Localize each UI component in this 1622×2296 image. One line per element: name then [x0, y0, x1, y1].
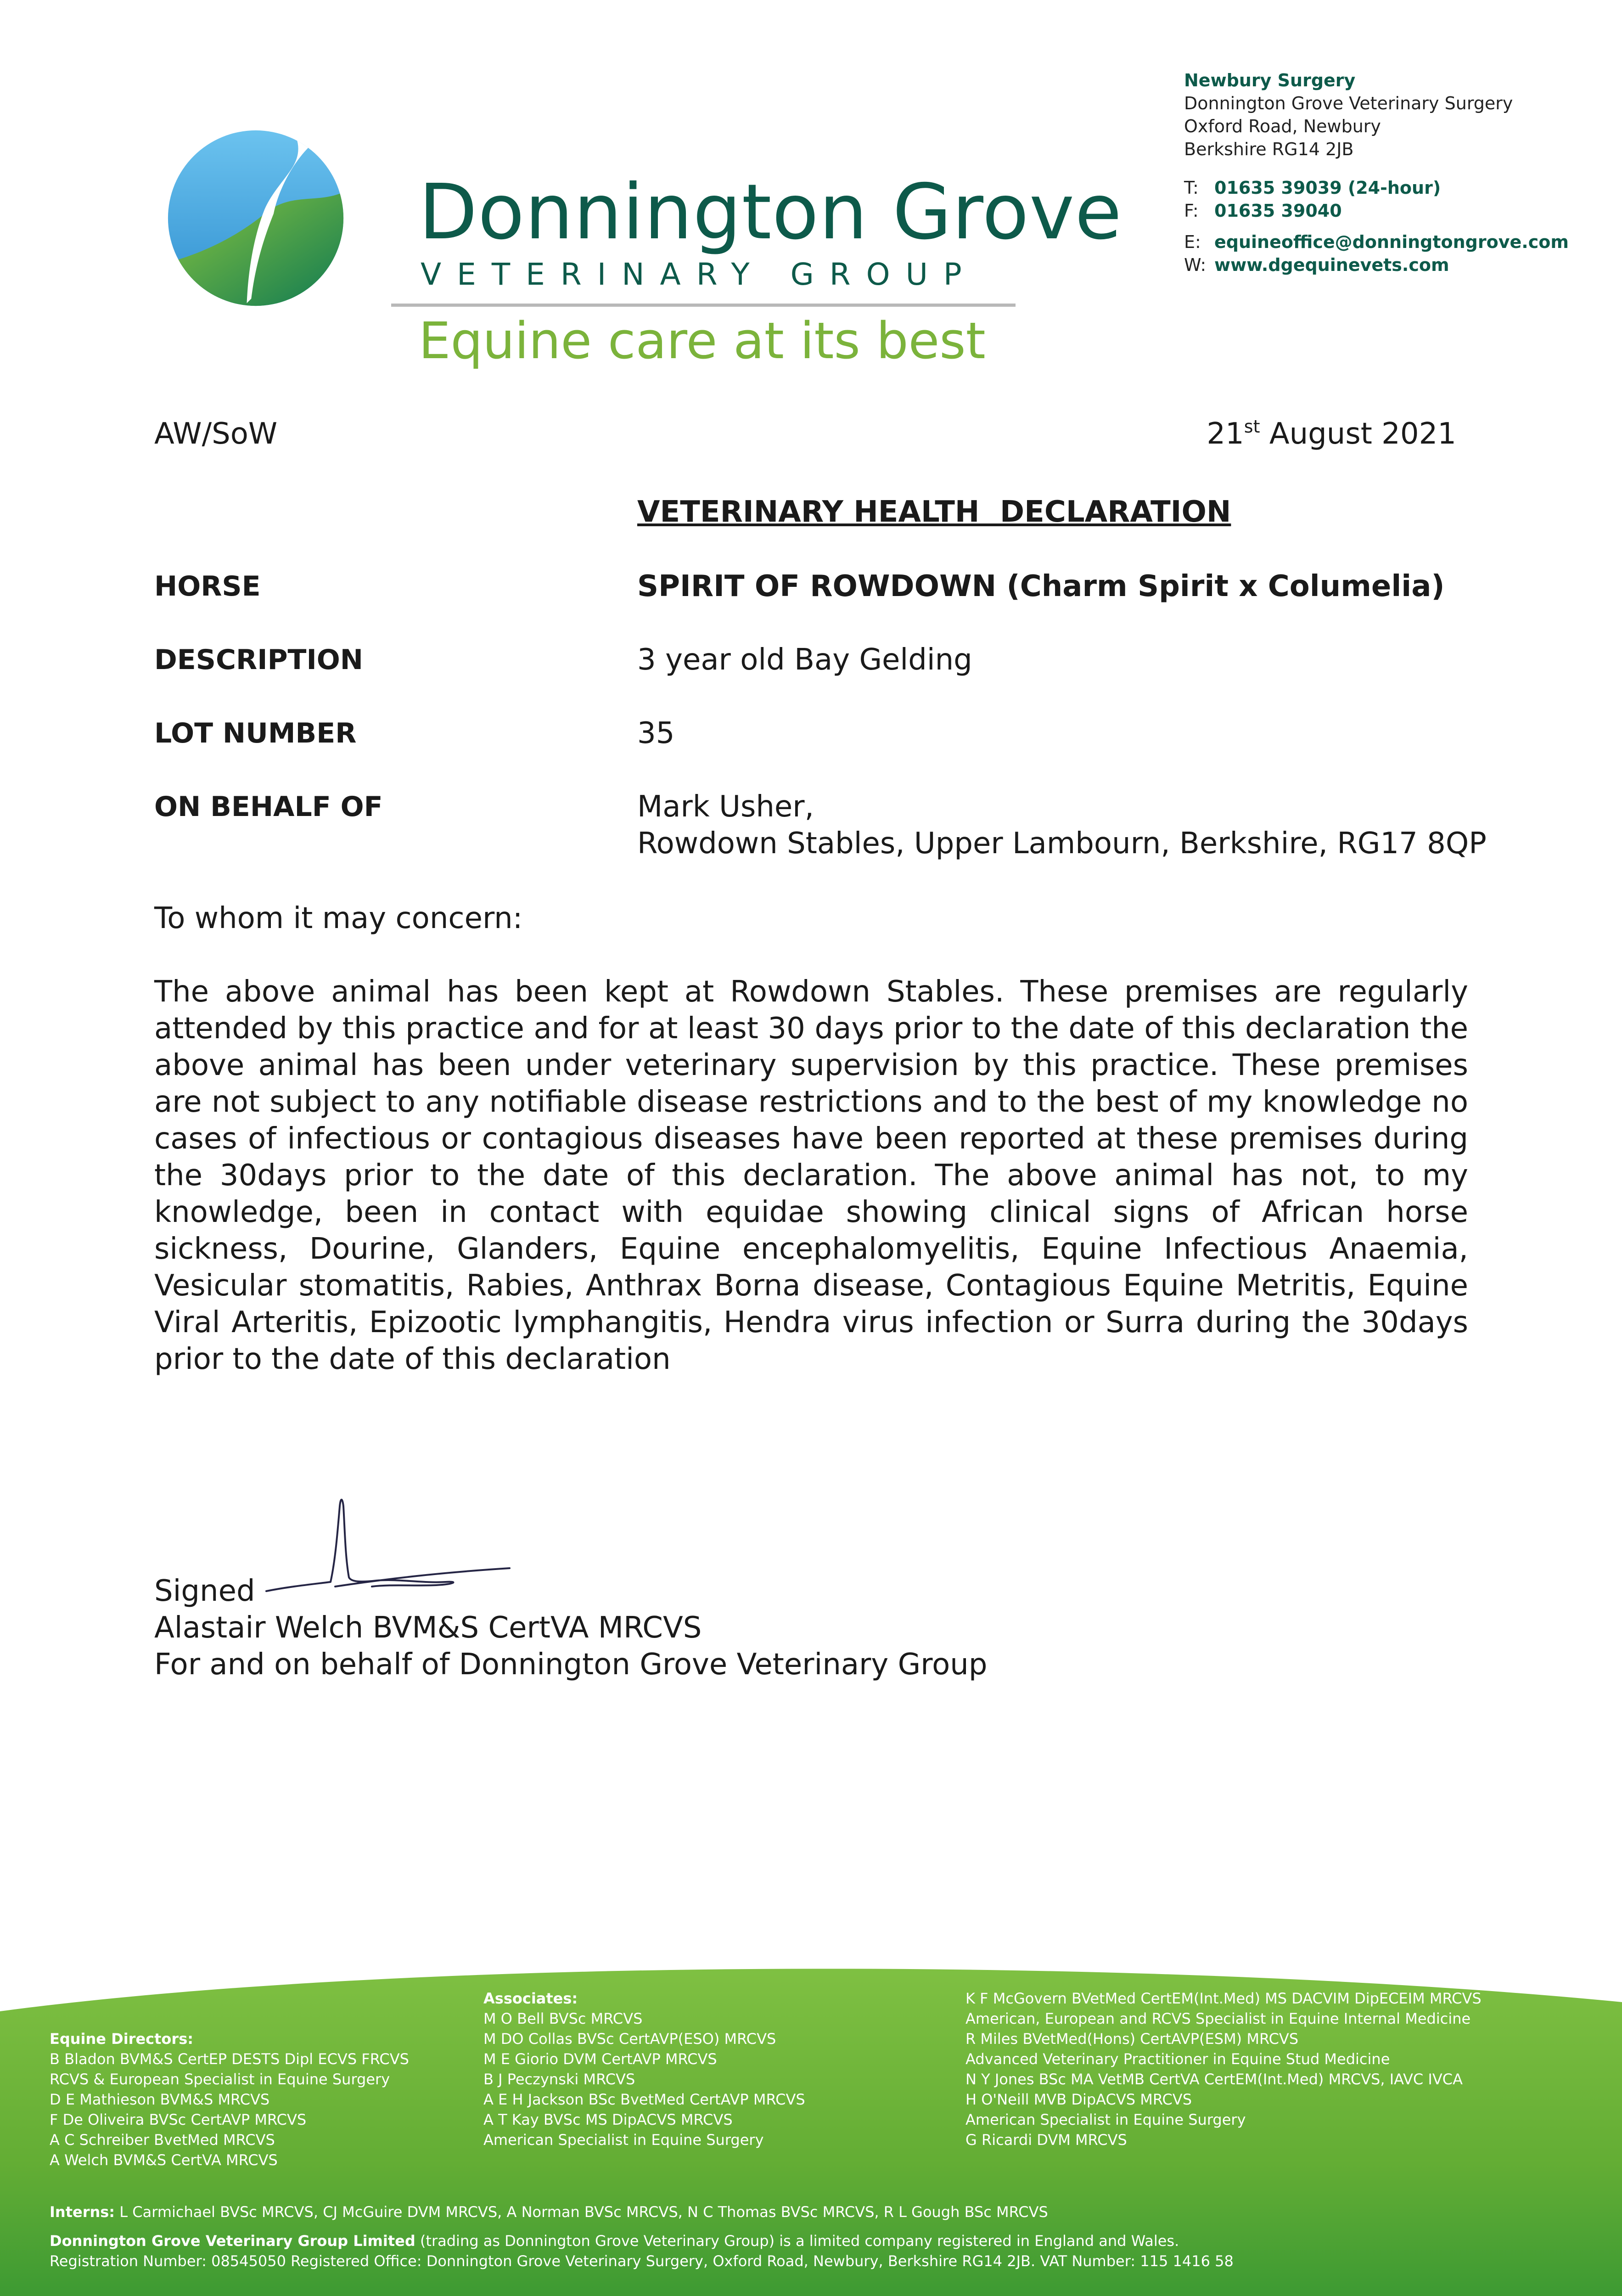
list-item: RCVS & European Specialist in Equine Surgery [50, 2071, 390, 2088]
list-item: A E H Jackson BSc BvetMed CertAVP MRCVS [483, 2091, 805, 2108]
letter-reference: AW/SoW [154, 417, 278, 451]
list-item: A Welch BVM&S CertVA MRCVS [50, 2151, 278, 2169]
address-line: Donnington Grove Veterinary Surgery [1184, 93, 1513, 113]
registration-info: Registration Number: 08545050 Registered Office: Donnington Grove Veterinary Surgery, Oxford Road, Newbury, Berkshire RG14 2JB. VAT Number: 115 1416 58 [50, 2252, 1234, 2270]
signature-block [154, 1573, 987, 1683]
lot-number-value: 35 [637, 716, 675, 750]
contact-block [1184, 69, 1569, 276]
email-label: E: [1184, 232, 1201, 252]
list-item: D E Mathieson BVM&S MRCVS [50, 2091, 270, 2108]
list-item: G Ricardi DVM MRCVS [965, 2131, 1127, 2149]
declaration-body: The above animal has been kept at Rowdown Stables. These premises are regularly attended by this practice and for at least 30 days prior to the date of this declaration the above animal has been under veterinary supervision by this practice. These premises are not subject to any notifiable disease restrictions and to the best of my knowledge no cases of infectious or contagious diseases have been reported at these premises during the 30days prior to the date of this declaration. The above animal has not, to my knowledge, been in contact with equidae showing clinical signs of African horse sickness, Dourine, Glanders, Equine encephalomyelitis, Equine Infectious Anaemia, Vesicular stomatitis, Rabies, Anthrax Borna disease, Contagious Equine Metritis, Equine Viral Arteritis, Epizootic lymphangitis, Hendra virus infection or Surra during the 30days prior to the date of this declaration [154, 975, 1468, 1376]
list-item: B Bladon BVM&S CertEP DESTS Dipl ECVS FRCVS [50, 2050, 409, 2068]
date-suffix: st [1244, 416, 1260, 437]
address-line: Berkshire RG14 2JB [1184, 139, 1354, 159]
on-behalf-of-address: Rowdown Stables, Upper Lambourn, Berkshire, RG17 8QP [637, 827, 1487, 861]
list-item: R Miles BVetMed(Hons) CertAVP(ESM) MRCVS [965, 2030, 1299, 2048]
web-label: W: [1184, 255, 1207, 275]
list-item: M E Giorio DVM CertAVP MRCVS [483, 2050, 717, 2068]
interns-heading: Interns: [50, 2203, 115, 2221]
company-info [50, 2231, 1234, 2271]
description-label: DESCRIPTION [154, 644, 364, 676]
list-item: A T Kay BVSc MS DipACVS MRCVS [483, 2111, 733, 2128]
date-day: 21 [1207, 417, 1244, 451]
associates-list-2 [965, 1988, 1482, 2150]
horse-value: SPIRIT OF ROWDOWN (Charm Spirit x Columelia) [637, 569, 1445, 603]
email-link[interactable]: equineoffice@donningtongrove.com [1214, 232, 1569, 252]
interns-line [50, 2202, 1048, 2222]
list-item: Advanced Veterinary Practitioner in Equine Stud Medicine [965, 2050, 1390, 2068]
letter-date [1207, 416, 1456, 452]
brand-divider [391, 304, 1016, 307]
list-item: F De Oliveira BVSc CertAVP MRCVS [50, 2111, 307, 2128]
list-item: M DO Collas BVSc CertAVP(ESO) MRCVS [483, 2030, 776, 2048]
brand-name: Donnington Grove [419, 168, 1122, 257]
description-value: 3 year old Bay Gelding [637, 643, 972, 677]
tagline: Equine care at its best [419, 311, 986, 370]
directors-list [50, 2029, 409, 2170]
list-item: K F McGovern BVetMed CertEM(Int.Med) MS DACVIM DipECEIM MRCVS [965, 1990, 1482, 2007]
lot-number-label: LOT NUMBER [154, 717, 357, 749]
date-rest: August 2021 [1260, 417, 1456, 451]
signed-label: Signed [154, 1574, 255, 1608]
website-link[interactable]: www.dgequinevets.com [1214, 255, 1449, 275]
list-item: American Specialist in Equine Surgery [965, 2111, 1246, 2128]
salutation: To whom it may concern: [154, 901, 523, 935]
brand-subtitle: VETERINARY GROUP [421, 257, 977, 292]
interns-names: L Carmichael BVSc MRCVS, CJ McGuire DVM MRCVS, A Norman BVSc MRCVS, N C Thomas BVSc MRCVS, R L Gough BSc MRCVS [119, 2203, 1048, 2221]
signatory-name: Alastair Welch BVM&S CertVA MRCVS [154, 1611, 702, 1645]
on-behalf-of-label: ON BEHALF OF [154, 791, 383, 823]
on-behalf-of-value: Mark Usher, [637, 790, 814, 824]
address-line: Oxford Road, Newbury [1184, 116, 1381, 136]
telephone-number[interactable]: 01635 39039 (24-hour) [1214, 178, 1441, 198]
fax-label: F: [1184, 201, 1199, 221]
horse-label: HORSE [154, 570, 261, 602]
list-item: American, European and RCVS Specialist in Equine Internal Medicine [965, 2010, 1471, 2027]
list-item: H O'Neill MVB DipACVS MRCVS [965, 2091, 1192, 2108]
surgery-name: Newbury Surgery [1184, 70, 1356, 90]
declaration-title: VETERINARY HEALTH DECLARATION [637, 495, 1231, 529]
telephone-label: T: [1184, 178, 1199, 198]
list-item: N Y Jones BSc MA VetMB CertVA CertEM(Int.Med) MRCVS, IAVC IVCA [965, 2071, 1463, 2088]
on-behalf-line: For and on behalf of Donnington Grove Veterinary Group [154, 1648, 988, 1682]
directors-heading: Equine Directors: [50, 2030, 194, 2048]
logo-horse-icon [166, 129, 345, 308]
list-item: M O Bell BVSc MRCVS [483, 2010, 643, 2027]
company-name: Donnington Grove Veterinary Group Limited [50, 2232, 415, 2250]
list-item: American Specialist in Equine Surgery [483, 2131, 764, 2149]
fax-number: 01635 39040 [1214, 201, 1342, 221]
list-item: B J Peczynski MRCVS [483, 2071, 635, 2088]
company-text: (trading as Donnington Grove Veterinary Group) is a limited company registered in England and Wales. [415, 2232, 1179, 2250]
list-item: A C Schreiber BvetMed MRCVS [50, 2131, 275, 2149]
associates-list [483, 1988, 805, 2150]
associates-heading: Associates: [483, 1990, 578, 2007]
